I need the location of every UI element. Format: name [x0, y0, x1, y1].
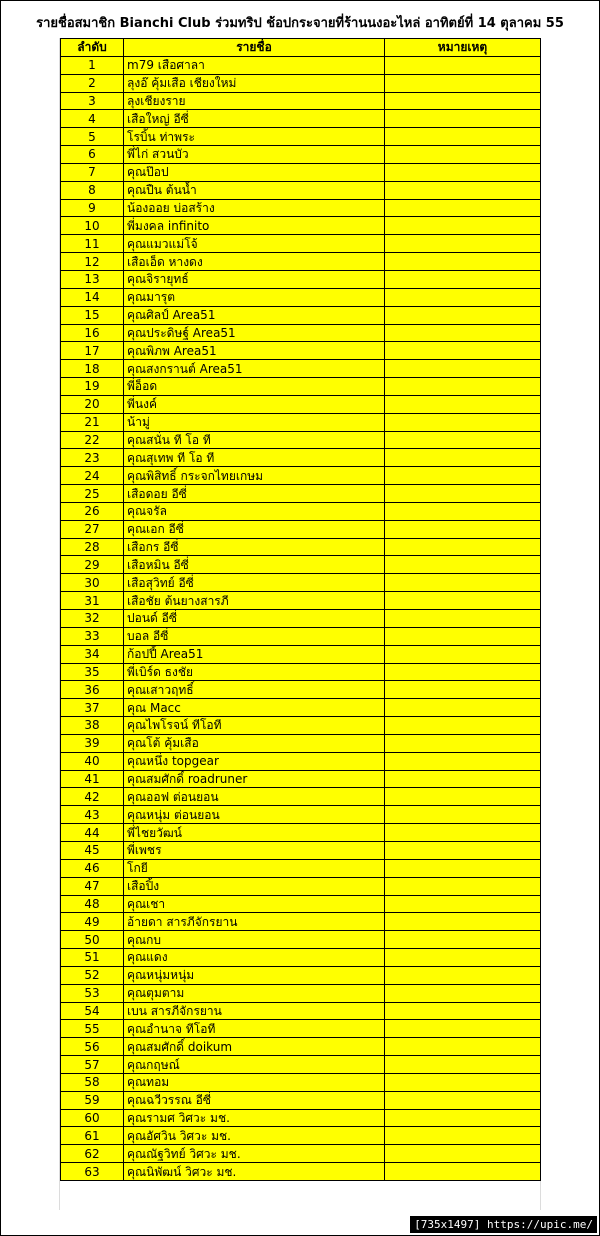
cell-num: 61: [61, 1127, 124, 1145]
cell-note: [385, 931, 541, 949]
cell-note: [385, 485, 541, 503]
cell-num: 35: [61, 663, 124, 681]
cell-name: คุณสมศักดิ์ roadruner: [124, 770, 385, 788]
cell-num: 22: [61, 431, 124, 449]
cell-name: คุณพิภพ Area51: [124, 342, 385, 360]
table-row: [61, 806, 541, 824]
header-note: หมายเหตุ: [385, 39, 541, 57]
cell-name: คุณฉวีวรรณ อีซี่: [124, 1091, 385, 1109]
cell-name: คุณจิรายุทธ์: [124, 270, 385, 288]
table-row: [61, 449, 541, 467]
cell-name: เสือดอย อีซี่: [124, 485, 385, 503]
cell-name: น้ามู่: [124, 413, 385, 431]
cell-num: 2: [61, 74, 124, 92]
table-row: [61, 877, 541, 895]
table-row: [61, 413, 541, 431]
cell-note: [385, 663, 541, 681]
cell-note: [385, 717, 541, 735]
cell-name: คุณสุเทพ ที โอ ที: [124, 449, 385, 467]
cell-name: พี่นงค์: [124, 395, 385, 413]
cell-num: 49: [61, 913, 124, 931]
cell-num: 28: [61, 538, 124, 556]
cell-note: [385, 199, 541, 217]
cell-name: เสือกร อีซี่: [124, 538, 385, 556]
cell-num: 50: [61, 931, 124, 949]
cell-num: 34: [61, 645, 124, 663]
cell-note: [385, 1002, 541, 1020]
table-row: [61, 770, 541, 788]
table-row: [61, 395, 541, 413]
cell-name: ลุงอ๊ คุ้มเสือ เชียงใหม่: [124, 74, 385, 92]
cell-name: คุณไพโรจน์ ทีโอที: [124, 717, 385, 735]
cell-note: [385, 217, 541, 235]
cell-note: [385, 734, 541, 752]
cell-name: คุณรามศ วิศวะ มช.: [124, 1109, 385, 1127]
cell-note: [385, 949, 541, 967]
cell-num: 27: [61, 520, 124, 538]
cell-num: 41: [61, 770, 124, 788]
cell-note: [385, 610, 541, 628]
table-row: [61, 1002, 541, 1020]
cell-note: [385, 1091, 541, 1109]
table-row: [61, 288, 541, 306]
cell-num: 8: [61, 181, 124, 199]
table-row: [61, 485, 541, 503]
cell-name: เสือสุวิทย์ อีซี่: [124, 574, 385, 592]
table-row: [61, 199, 541, 217]
cell-name: คุณมารุต: [124, 288, 385, 306]
table-row: [61, 217, 541, 235]
cell-name: คุณประดิษฐ์ Area51: [124, 324, 385, 342]
cell-note: [385, 841, 541, 859]
cell-num: 7: [61, 163, 124, 181]
cell-name: คุณทอม: [124, 1073, 385, 1091]
cell-note: [385, 253, 541, 271]
cell-note: [385, 859, 541, 877]
table-row: [61, 681, 541, 699]
cell-num: 57: [61, 1056, 124, 1074]
cell-name: เสือหมิน อีซี่: [124, 556, 385, 574]
cell-num: 63: [61, 1163, 124, 1181]
cell-num: 39: [61, 734, 124, 752]
cell-name: คุณเอก อีซี่: [124, 520, 385, 538]
cell-note: [385, 913, 541, 931]
cell-name: คุณออฟ ต่อนยอน: [124, 788, 385, 806]
cell-note: [385, 895, 541, 913]
cell-note: [385, 324, 541, 342]
cell-note: [385, 128, 541, 146]
cell-name: คุณตุมตาม: [124, 984, 385, 1002]
table-row: [61, 324, 541, 342]
cell-note: [385, 146, 541, 164]
cell-name: ลุงเชียงราย: [124, 92, 385, 110]
cell-note: [385, 1127, 541, 1145]
cell-note: [385, 556, 541, 574]
cell-note: [385, 752, 541, 770]
cell-note: [385, 806, 541, 824]
cell-name: คุณณัฐวิทย์ วิศวะ มช.: [124, 1145, 385, 1163]
cell-num: 16: [61, 324, 124, 342]
table-row: [61, 1091, 541, 1109]
cell-name: คุณหนุ่ม ต่อนยอน: [124, 806, 385, 824]
cell-num: 4: [61, 110, 124, 128]
cell-num: 40: [61, 752, 124, 770]
cell-num: 53: [61, 984, 124, 1002]
cell-name: พี่ไชยวัฒน์: [124, 824, 385, 842]
cell-note: [385, 395, 541, 413]
table-row: [61, 717, 541, 735]
cell-name: คุณอัศวิน วิศวะ มช.: [124, 1127, 385, 1145]
cell-name: เสือชัย ต้นยางสารภี: [124, 592, 385, 610]
cell-name: เบน สารภีจักรยาน: [124, 1002, 385, 1020]
cell-num: 38: [61, 717, 124, 735]
cell-num: 12: [61, 253, 124, 271]
cell-num: 26: [61, 502, 124, 520]
cell-note: [385, 502, 541, 520]
cell-note: [385, 681, 541, 699]
cell-name: m79 เสือศาลา: [124, 56, 385, 74]
cell-note: [385, 1056, 541, 1074]
cell-name: อ้ายดา สารภีจักรยาน: [124, 913, 385, 931]
cell-num: 17: [61, 342, 124, 360]
table-row: [61, 627, 541, 645]
table-row: [61, 734, 541, 752]
cell-note: [385, 984, 541, 1002]
cell-num: 20: [61, 395, 124, 413]
cell-num: 54: [61, 1002, 124, 1020]
table-row: [61, 128, 541, 146]
upic-watermark: [735x1497] https://upic.me/: [410, 1216, 597, 1233]
cell-num: 13: [61, 270, 124, 288]
cell-note: [385, 181, 541, 199]
cell-num: 33: [61, 627, 124, 645]
cell-num: 23: [61, 449, 124, 467]
cell-note: [385, 1163, 541, 1181]
cell-name: พี่เบิร์ด ธงชัย: [124, 663, 385, 681]
cell-num: 31: [61, 592, 124, 610]
cell-note: [385, 74, 541, 92]
cell-note: [385, 467, 541, 485]
cell-name: เสือปิ้ง: [124, 877, 385, 895]
table-row: [61, 824, 541, 842]
cell-note: [385, 56, 541, 74]
cell-num: 42: [61, 788, 124, 806]
cell-name: คุณแมวแม่โจ้: [124, 235, 385, 253]
table-row: [61, 181, 541, 199]
cell-note: [385, 92, 541, 110]
cell-name: คุณป๊อป: [124, 163, 385, 181]
cell-note: [385, 1073, 541, 1091]
cell-note: [385, 966, 541, 984]
cell-num: 14: [61, 288, 124, 306]
table-row: [61, 253, 541, 271]
cell-num: 59: [61, 1091, 124, 1109]
cell-num: 10: [61, 217, 124, 235]
page-title: รายชื่อสมาชิก Bianchi Club ร่วมทริป ช้อปกระจายที่ร้านนงอะไหล่ อาทิตย์ที่ 14 ตุลาคม 55: [36, 16, 564, 31]
table-row: [61, 146, 541, 164]
cell-num: 60: [61, 1109, 124, 1127]
table-row: [61, 163, 541, 181]
cell-name: คุณพิสิทธิ์ กระจกไทยเกษม: [124, 467, 385, 485]
cell-note: [385, 110, 541, 128]
cell-name: บอล อีซี่: [124, 627, 385, 645]
cell-note: [385, 520, 541, 538]
table-row: [61, 92, 541, 110]
cell-note: [385, 824, 541, 842]
cell-name: ปอนด์ อีซี่: [124, 610, 385, 628]
header-num: ลำดับ: [61, 39, 124, 57]
cell-note: [385, 1038, 541, 1056]
cell-name: ก้อปปี้ Area51: [124, 645, 385, 663]
cell-num: 48: [61, 895, 124, 913]
table-row: [61, 859, 541, 877]
cell-name: คุณโต้ คุ้มเสือ: [124, 734, 385, 752]
cell-num: 11: [61, 235, 124, 253]
cell-name: คุณปืน ต้นน้ำ: [124, 181, 385, 199]
cell-name: คุณศิลป์ Area51: [124, 306, 385, 324]
cell-num: 30: [61, 574, 124, 592]
cell-note: [385, 788, 541, 806]
table-row: [61, 663, 541, 681]
cell-num: 52: [61, 966, 124, 984]
cell-num: 1: [61, 56, 124, 74]
cell-name: พี่ไก่ สวนบัว: [124, 146, 385, 164]
cell-num: 55: [61, 1020, 124, 1038]
table-row: [61, 502, 541, 520]
cell-name: คุณอำนาจ ทีโอที: [124, 1020, 385, 1038]
cell-num: 62: [61, 1145, 124, 1163]
header-row: [61, 39, 541, 57]
cell-num: 46: [61, 859, 124, 877]
cell-note: [385, 413, 541, 431]
table-row: [61, 645, 541, 663]
cell-name: คุณหนึ่ง topgear: [124, 752, 385, 770]
table-row: [61, 931, 541, 949]
header-name: รายชื่อ: [124, 39, 385, 57]
cell-name: คุณเสาวฤทธิ์: [124, 681, 385, 699]
cell-num: 36: [61, 681, 124, 699]
cell-note: [385, 342, 541, 360]
cell-num: 45: [61, 841, 124, 859]
cell-name: พี่อ็อด: [124, 378, 385, 396]
cell-num: 25: [61, 485, 124, 503]
member-table: [60, 38, 541, 1181]
table-row: [61, 913, 541, 931]
cell-name: คุณเชา: [124, 895, 385, 913]
table-row: [61, 895, 541, 913]
cell-name: คุณสมศักดิ์ doikum: [124, 1038, 385, 1056]
cell-num: 43: [61, 806, 124, 824]
table-row: [61, 306, 541, 324]
table-row: [61, 538, 541, 556]
table-row: [61, 1127, 541, 1145]
cell-name: คุณสนั่น ที โอ ที: [124, 431, 385, 449]
table-row: [61, 431, 541, 449]
table-row: [61, 841, 541, 859]
table-row: [61, 699, 541, 717]
cell-num: 3: [61, 92, 124, 110]
cell-name: โรบิ้น ท่าพระ: [124, 128, 385, 146]
cell-num: 37: [61, 699, 124, 717]
cell-note: [385, 592, 541, 610]
table-row: [61, 1145, 541, 1163]
cell-note: [385, 770, 541, 788]
table-row: [61, 949, 541, 967]
cell-note: [385, 538, 541, 556]
table-row: [61, 74, 541, 92]
table-row: [61, 360, 541, 378]
table-row: [61, 56, 541, 74]
table-row: [61, 574, 541, 592]
cell-note: [385, 1145, 541, 1163]
table-row: [61, 1020, 541, 1038]
cell-num: 47: [61, 877, 124, 895]
cell-num: 24: [61, 467, 124, 485]
table-row: [61, 788, 541, 806]
cell-name: คุณหนุ่มหนุ่ม: [124, 966, 385, 984]
cell-note: [385, 574, 541, 592]
table-row: [61, 592, 541, 610]
cell-note: [385, 449, 541, 467]
cell-num: 19: [61, 378, 124, 396]
cell-num: 56: [61, 1038, 124, 1056]
cell-name: น้องออย บ่อสร้าง: [124, 199, 385, 217]
cell-num: 6: [61, 146, 124, 164]
cell-num: 58: [61, 1073, 124, 1091]
cell-note: [385, 378, 541, 396]
cell-name: คุณกฤษณ์: [124, 1056, 385, 1074]
table-row: [61, 556, 541, 574]
cell-note: [385, 235, 541, 253]
cell-num: 51: [61, 949, 124, 967]
table-row: [61, 1109, 541, 1127]
table-row: [61, 520, 541, 538]
table-row: [61, 235, 541, 253]
cell-name: พี่มงคล infinito: [124, 217, 385, 235]
cell-note: [385, 270, 541, 288]
cell-name: คุณ Macc: [124, 699, 385, 717]
table-row: [61, 1038, 541, 1056]
table-row: [61, 984, 541, 1002]
cell-num: 21: [61, 413, 124, 431]
cell-note: [385, 699, 541, 717]
table-row: [61, 966, 541, 984]
table-row: [61, 752, 541, 770]
cell-name: คุณจรัล: [124, 502, 385, 520]
table-row: [61, 467, 541, 485]
cell-note: [385, 1109, 541, 1127]
cell-num: 9: [61, 199, 124, 217]
cell-name: คุณแดง: [124, 949, 385, 967]
cell-note: [385, 877, 541, 895]
cell-name: เสือเอ็ด หางดง: [124, 253, 385, 271]
table-row: [61, 342, 541, 360]
cell-note: [385, 1020, 541, 1038]
table-row: [61, 1073, 541, 1091]
cell-num: 44: [61, 824, 124, 842]
cell-num: 5: [61, 128, 124, 146]
table-row: [61, 378, 541, 396]
table-row: [61, 270, 541, 288]
table-row: [61, 110, 541, 128]
cell-note: [385, 360, 541, 378]
cell-num: 15: [61, 306, 124, 324]
cell-num: 32: [61, 610, 124, 628]
table-row: [61, 610, 541, 628]
cell-name: คุณกบ: [124, 931, 385, 949]
cell-num: 18: [61, 360, 124, 378]
cell-name: คุณสงกรานต์ Area51: [124, 360, 385, 378]
cell-note: [385, 163, 541, 181]
cell-name: คุณนิพัฒน์ วิศวะ มช.: [124, 1163, 385, 1181]
member-table-body: [61, 56, 541, 1180]
cell-note: [385, 627, 541, 645]
table-row: [61, 1056, 541, 1074]
cell-note: [385, 306, 541, 324]
cell-note: [385, 288, 541, 306]
cell-note: [385, 645, 541, 663]
cell-note: [385, 431, 541, 449]
cell-name: พี่เพชร: [124, 841, 385, 859]
cell-num: 29: [61, 556, 124, 574]
table-row: [61, 1163, 541, 1181]
cell-name: โกยี: [124, 859, 385, 877]
cell-name: เสือใหญ่ อีซี่: [124, 110, 385, 128]
